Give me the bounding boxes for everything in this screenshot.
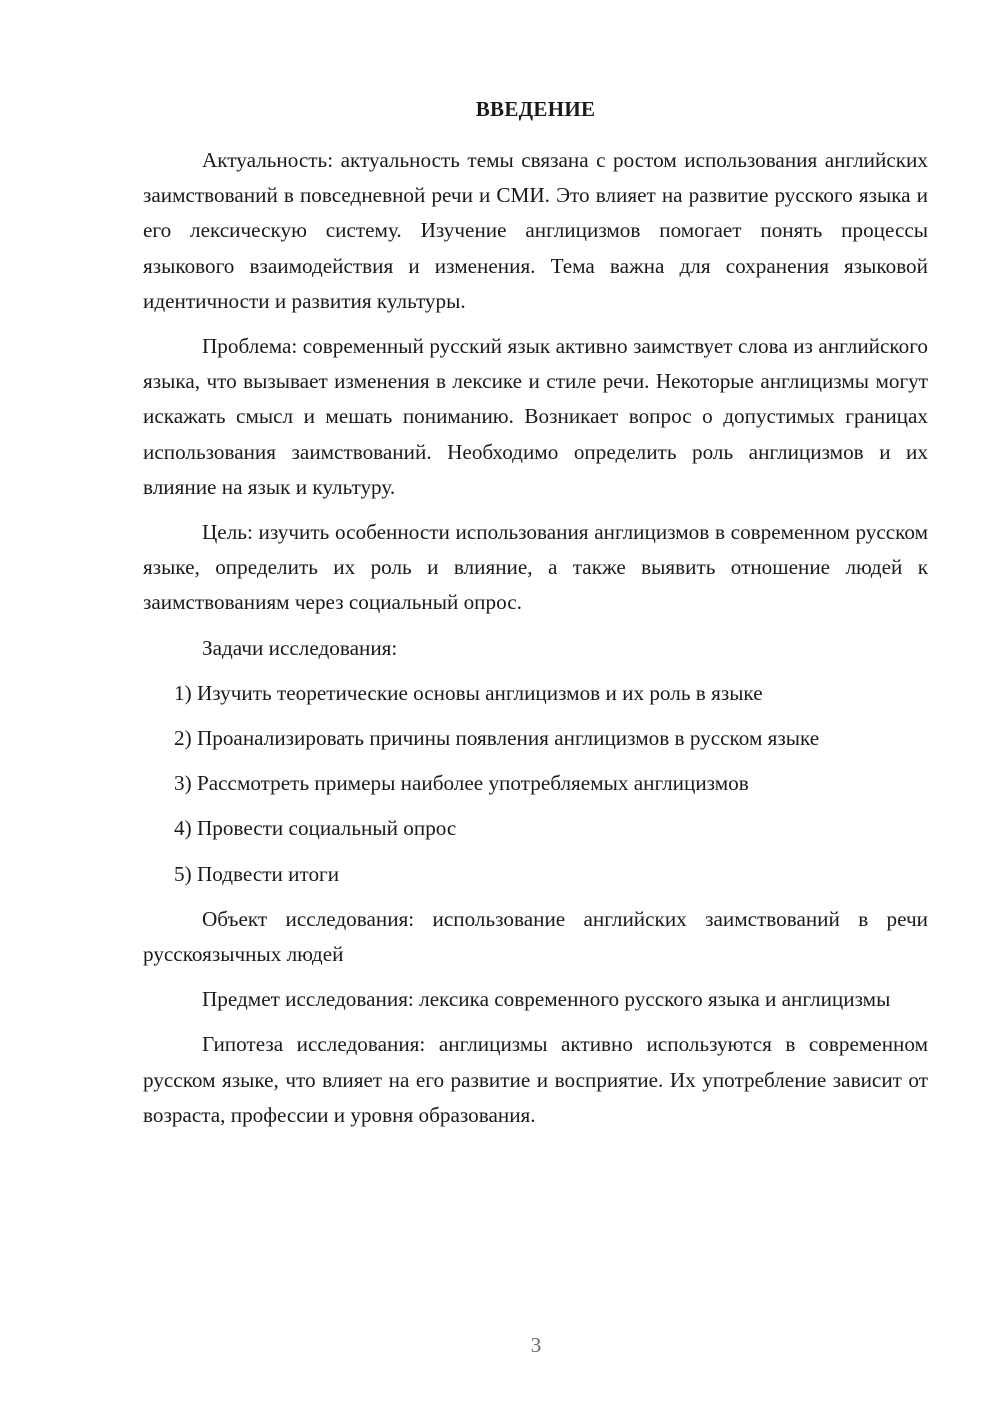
task-item: 3) Рассмотреть примеры наиболее употребляемых англицизмов [174,771,749,796]
hypothesis-paragraph: Гипотеза исследования: англицизмы активно используются в современном русском языке, что влияет на его развитие и восприятие. Их употребление зависит от возраста, профессии и уровня образования. [143,1032,928,1127]
object-paragraph: Объект исследования: использование английских заимствований в речи русскоязычных людей [143,906,928,967]
subject-paragraph: Предмет исследования: лексика современного русского языка и англицизмы [202,987,891,1012]
problem-paragraph: Проблема: современный русский язык активно заимствует слова из английского языка, что вызывает изменения в лексике и стиле речи. Некоторые англицизмы могут искажать смысл и мешать пониманию. Возникает вопрос о допустимых границах использования заимствований. Необходимо определить роль англицизмов и их влияние на язык и культуру. [143,334,928,499]
task-item: 2) Проанализировать причины появления англицизмов в русском языке [174,726,820,751]
page-number: 3 [530,1333,542,1357]
goal-paragraph: Цель: изучить особенности использования англицизмов в современном русском языке, определить их роль и влияние, а также выявить отношение людей к заимствованиям через социальный опрос. [143,520,928,615]
section-title: ВВЕДЕНИЕ [475,97,596,121]
page-content [143,92,928,1143]
task-item: 1) Изучить теоретические основы англицизмов и их роль в языке [174,680,763,705]
tasks-heading: Задачи исследования: [202,635,398,660]
task-item: 5) Подвести итоги [174,861,340,886]
task-item: 4) Провести социальный опрос [174,816,457,841]
relevance-paragraph: Актуальность: актуальность темы связана с ростом использования английских заимствований в повседневной речи и СМИ. Это влияет на развитие русского языка и его лексическую систему. Изучение англицизмов помогает понять процессы языкового взаимодействия и изменения. Тема важна для сохранения языковой идентичности и развития культуры. [143,148,928,313]
